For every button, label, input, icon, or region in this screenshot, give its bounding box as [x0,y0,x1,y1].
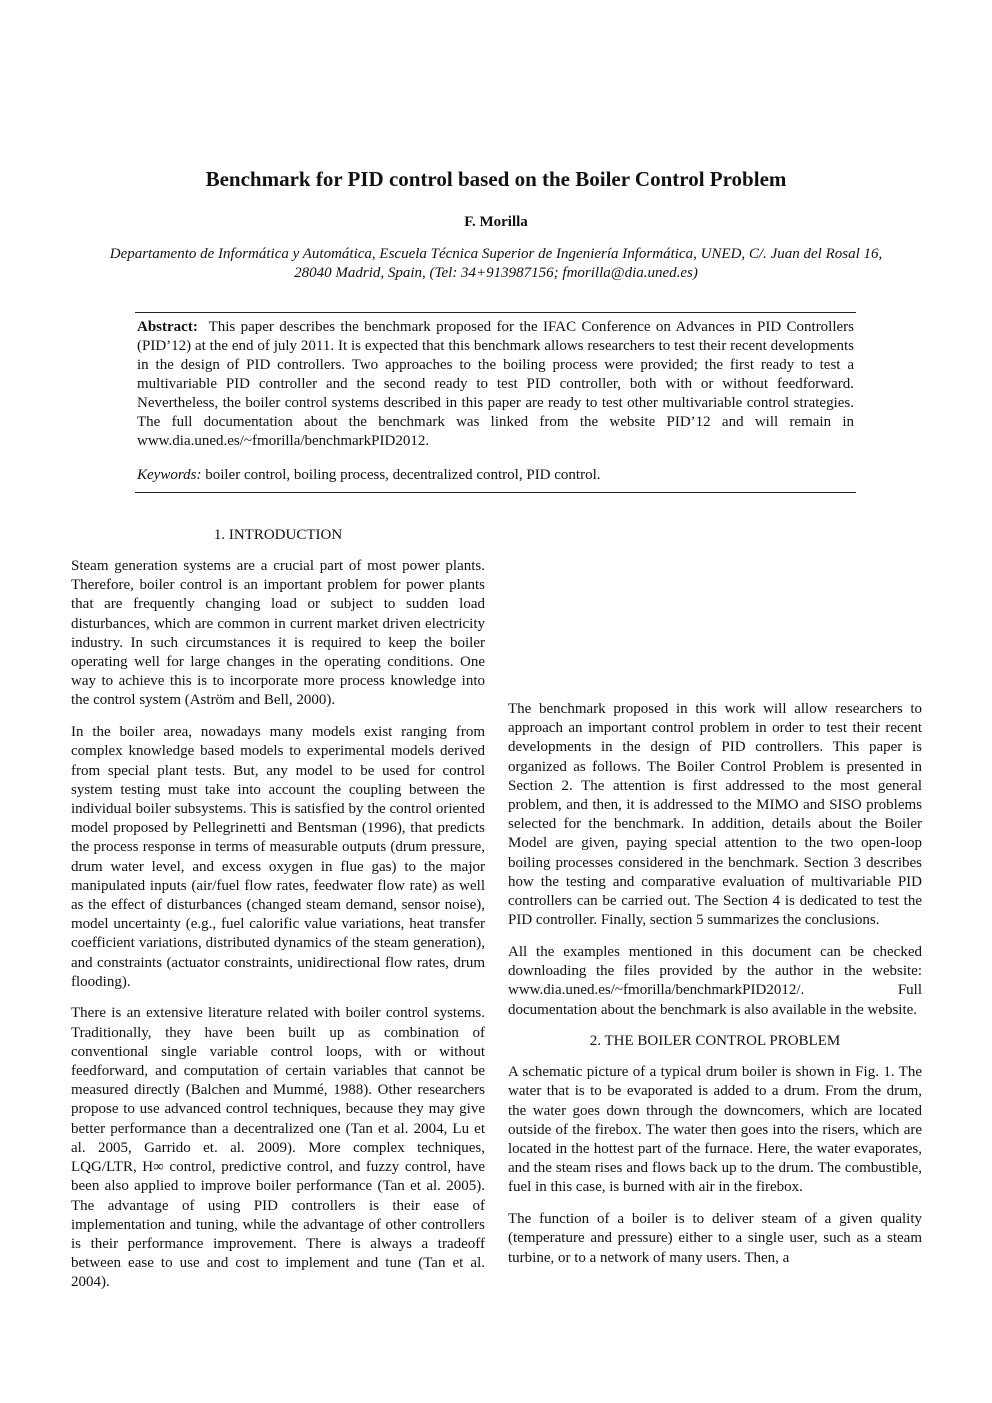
right-column-content [508,700,922,1280]
affiliation-line-2: 28040 Madrid, Spain, (Tel: 34+913987156; fmorilla@dia.uned.es) [294,265,698,281]
abstract-bottom-rule [135,492,856,493]
intro-paragraph-1: Steam generation systems are a crucial part of most power plants. Therefore, boiler control is an important problem for power plants that are frequently changing load or subject to sudden load disturbances, which are common in current market driven electricity industry. In such circumstances it is required to keep the boiler operating well for large changes in the operating conditions. One way to achieve this is to incorporate more process knowledge into the control system (Aström and Bell, 2000). [71,558,485,709]
intro-paragraph-5: All the examples mentioned in this document can be checked downloading the files provided by the author in the website: www.dia.uned.es/~fmorilla/benchmarkPID2012/. Full documentation about the benchmark is also available in the website. [508,943,922,1018]
keywords-text: boiler control, boiling process, decentralized control, PID control. [201,467,601,483]
abstract-label: Abstract: [137,319,198,335]
paper-author: F. Morilla [464,214,528,230]
abstract-block [137,318,854,451]
author-affiliation [58,245,934,283]
left-column [71,518,485,1305]
keywords-label: Keywords: [137,467,202,483]
paper-title: Benchmark for PID control based on the Boiler Control Problem [205,167,787,191]
abstract-top-rule [135,312,856,313]
intro-heading: 1. INTRODUCTION [213,527,343,543]
intro-paragraph-2: In the boiler area, nowadays many models exist ranging from complex knowledge based models to experimental models derived from special plant tests. But, any model to be used for control system testing must take into account the coupling between the individual boiler subsystems. This is satisfied by the control oriented model proposed by Pellegrinetti and Bentsman (1996), that predicts the process response in terms of measurable outputs (drum pressure, drum water level, and excess oxygen in flue gas) to the major manipulated inputs (air/fuel flow rates, feedwater flow rate) as well as the effect of disturbances (changed steam demand, sensor noise), model uncertainty (e.g., fuel calorific value variations, heat transfer coefficient variations, distributed dynamics of the steam generation), and constraints (actuator constraints, unidirectional flow rates, drum flooding). [71,724,485,990]
section-2-heading: 2. THE BOILER CONTROL PROBLEM [589,1033,841,1050]
affiliation-line-1: Departamento de Informática y Automática, Escuela Técnica Superior de Ingeniería Informática, UNED, C/. Juan del Rosal 16, [109,246,883,262]
keywords-block [137,466,854,485]
intro-paragraph-3: There is an extensive literature related with boiler control systems. Traditionally, they have been built up as combination of conventional single variable control loops, with or without feedforward, and computation of certain variables that cannot be measured directly (Balchen and Mummé, 1988). Other researchers propose to use advanced control techniques, because they may give better performance than a decentralized one (Tan et al. 2004, Lu et al. 2005, Garrido et. al. 2009). More complex techniques, LQG/LTR, H∞ control, predictive control, and fuzzy control, have been also applied to improve boiler performance (Tan et al. 2005). The advantage of using PID controllers is their ease of implementation and tuning, while the advantage of other controllers is their performance improvement. There is always a tradeoff between ease to use and cost to implement and tune (Tan et al. 2004). [71,1005,485,1291]
abstract-text: This paper describes the benchmark proposed for the IFAC Conference on Advances in PID Controllers (PID’12) at the end of july 2011. It is expected that this benchmark allows researchers to test their recent developments in the design of PID controllers. Two approaches to the boiling process were provided; the first ready to test a multivariable PID controller and the second ready to test PID controller, both with or without feedforward. Nevertheless, the boiler control systems described in this paper are ready to test other multivariable control strategies. The full documentation about the benchmark was linked from the website PID’12 and will remain in www.dia.uned.es/~fmorilla/benchmarkPID2012. [137,319,855,449]
section-2-paragraph-1: A schematic picture of a typical drum boiler is shown in Fig. 1. The water that is to be evaporated is added to a drum. From the drum, the water goes down through the downcomers, which are located outside of the firebox. The water then goes into the risers, which are located in the hottest part of the furnace. Here, the water evaporates, and the steam rises and flows back up to the drum. The combustible, fuel in this case, is burned with air in the firebox. [508,1064,922,1196]
section-2-paragraph-2: The function of a boiler is to deliver steam of a given quality (temperature and pressure) either to a single user, such as a steam turbine, or to a network of many users. Then, a [508,1211,922,1266]
intro-paragraph-4: The benchmark proposed in this work will allow researchers to approach an important control problem in order to test their recent developments in the design of PID controllers. This paper is organized as follows. The Boiler Control Problem is presented in Section 2. The attention is first addressed to the most general problem, and then, it is addressed to the MIMO and SISO problems selected for the benchmark. In addition, details about the Boiler Model are given, paying special attention to the two open-loop boiling processes considered in the benchmark. Section 3 describes how the testing and comparative evaluation of multivariable PID controllers can be carried out. The Section 4 is dedicated to test the PID controller. Finally, section 5 summarizes the conclusions. [508,701,922,929]
